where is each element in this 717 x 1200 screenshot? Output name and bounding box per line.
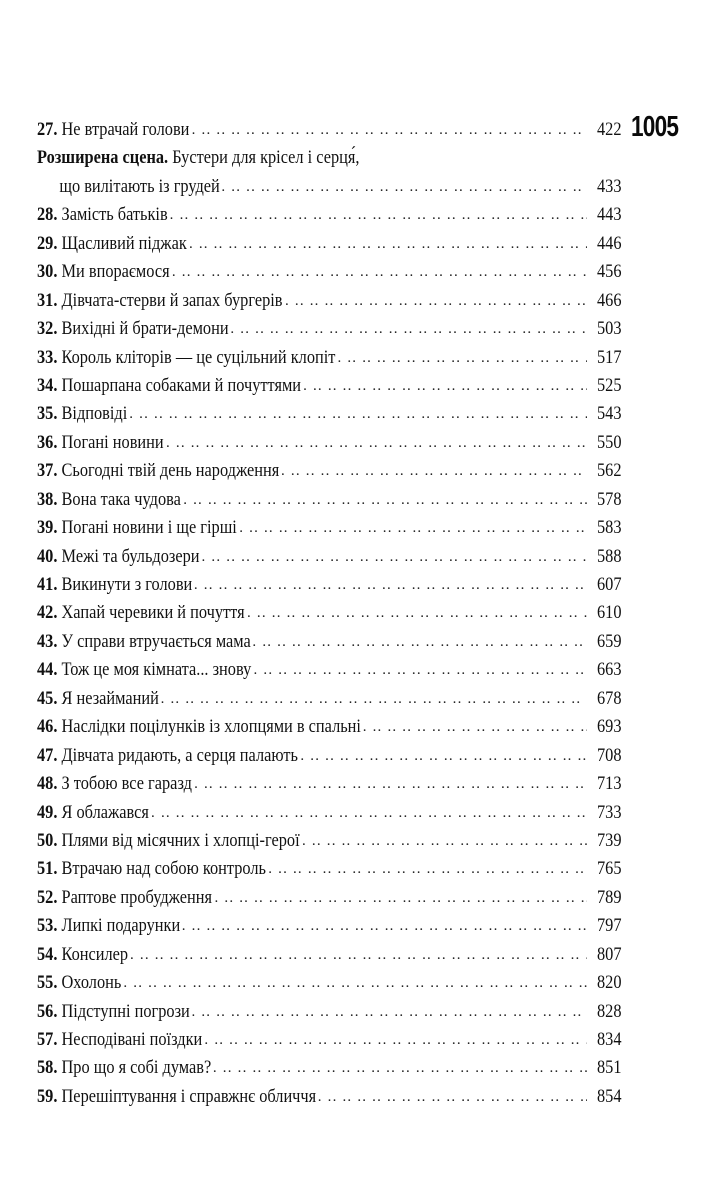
page-ref: 797 [596,915,621,937]
toc-entry[interactable] [37,742,621,770]
dot-leader [247,599,587,627]
chapter-number: 50. [37,829,58,851]
dot-leader [337,344,586,372]
chapter-title: Вихідні й брати-демони [57,318,229,340]
page-ref: 834 [596,1029,621,1050]
dot-leader [191,998,586,1026]
dot-leader [130,941,586,969]
toc-entry[interactable] [37,912,621,940]
toc-entry[interactable] [37,770,621,798]
chapter-number: 34. [37,374,58,396]
dot-leader [194,571,587,599]
chapter-number: 31. [37,289,58,311]
chapter-title: Замість батьків [57,204,168,226]
page-ref: 433 [596,175,621,197]
toc-entry[interactable] [37,1026,621,1054]
toc-entry[interactable] [37,400,621,428]
chapter-number: 57. [37,1029,58,1050]
page-ref: 828 [596,1000,621,1022]
toc-entry-label [37,599,245,627]
toc-entry[interactable] [37,344,621,372]
dot-leader [252,628,586,656]
dot-leader [166,429,587,457]
chapter-title: Я облажався [57,801,149,823]
toc-entry[interactable] [37,571,621,599]
toc-entry-label [37,799,149,827]
dot-leader [194,770,586,798]
dot-leader [281,457,586,485]
chapter-title: Охолонь [57,972,122,994]
toc-entry-label [37,344,335,372]
toc-entry-label [37,287,283,315]
toc-entry-label [37,827,300,855]
toc-entry[interactable] [37,941,621,969]
toc-entry-special-line1[interactable] [37,144,621,172]
toc-entry[interactable] [37,486,621,514]
page-ref: 807 [596,943,621,965]
chapter-title: Викинути з голови [57,574,193,595]
dot-leader [172,258,587,286]
chapter-number: 39. [37,517,58,539]
special-scene-title-part1: Бустери для крісел і серця́, [168,147,360,169]
page-ref: 443 [596,204,621,226]
toc-entry-label [37,486,181,514]
toc-entry-label [37,230,187,258]
chapter-title: Король кліторів — це суцільний клопіт [57,346,336,368]
chapter-title: Раптове пробудження [57,886,212,908]
toc-entry-label [37,941,128,969]
dot-leader [303,372,586,400]
dot-leader [363,713,587,741]
chapter-number: 33. [37,346,58,368]
chapter-title: У справи втручається мама [57,630,251,652]
toc-entry-label [37,1054,211,1082]
page-ref: 550 [596,431,621,453]
chapter-title: З тобою все гаразд [57,773,192,795]
dot-leader [285,287,587,315]
toc-entry-label [37,969,121,997]
chapter-number: 56. [37,1000,58,1022]
chapter-number: 38. [37,488,58,510]
chapter-number: 28. [37,204,58,226]
page-ref: 693 [596,716,621,738]
page-ref: 517 [596,346,621,368]
chapter-number: 58. [37,1057,58,1079]
page-ref: 739 [596,829,621,851]
toc-entry-label [37,656,251,684]
dot-leader [202,543,587,571]
dot-leader [300,742,586,770]
chapter-title: Тож це моя кімната... знову [57,659,252,681]
chapter-number: 27. [37,119,58,140]
dot-leader [214,884,586,912]
page-ref: 854 [596,1085,621,1107]
chapter-title: Сьогодні твій день народження [57,460,280,482]
dot-leader [129,400,586,428]
chapter-title: Наслідки поцілунків із хлопцями в спальні [57,716,361,738]
chapter-number: 36. [37,431,58,453]
dot-leader [204,1026,586,1054]
table-of-contents [37,116,621,1111]
chapter-number: 44. [37,659,58,681]
chapter-title: Дівчата ридають, а серця палають [57,744,298,766]
toc-entry[interactable] [37,855,621,883]
chapter-number: 45. [37,687,58,709]
chapter-title: Не втрачай голови [57,119,190,140]
chapter-title: Несподівані поїздки [57,1029,203,1050]
toc-entry[interactable] [37,884,621,912]
chapter-title: Липкі подарунки [57,915,181,937]
dot-leader [182,912,587,940]
chapter-number: 37. [37,460,58,482]
dot-leader [254,656,587,684]
toc-entry[interactable] [37,457,621,485]
toc-entry-label [37,429,164,457]
special-scene-lead: Розширена сцена. [37,147,169,169]
dot-leader [302,827,587,855]
toc-entry[interactable] [37,429,621,457]
chapter-number: 46. [37,716,58,738]
chapter-number: 40. [37,545,58,567]
chapter-number: 55. [37,972,58,994]
toc-entry[interactable] [37,116,621,144]
toc-entry-label [37,400,127,428]
page-ref: 543 [596,403,621,425]
toc-entry-label [37,912,180,940]
page-ref: 765 [596,858,621,880]
chapter-number: 52. [37,886,58,908]
chapter-number: 49. [37,801,58,823]
chapter-title: Ми впораємося [57,261,170,283]
toc-entry-label [37,144,360,172]
chapter-title: Плями від місячних і хлопці-герої [57,829,300,851]
toc-entry[interactable] [37,201,621,229]
chapter-title: Межі та бульдозери [57,545,200,567]
chapter-title: Втрачаю над собою контроль [57,858,266,880]
page-ref: 562 [596,460,621,482]
dot-leader [239,514,586,542]
page-ref: 578 [596,488,621,510]
toc-entry[interactable] [37,1054,621,1082]
page-ref: 525 [596,374,621,396]
page-ref: 588 [596,545,621,567]
toc-entry-label [37,685,159,713]
page-ref: 607 [596,574,621,595]
toc-entry-label [37,372,301,400]
page-ref: 713 [596,773,621,795]
page-ref: 610 [596,602,621,624]
page-ref: 663 [596,659,621,681]
toc-entry[interactable] [37,230,621,258]
page-ref: 422 [596,119,621,140]
page-ref: 466 [596,289,621,311]
toc-entry-label [37,457,279,485]
chapter-number: 35. [37,403,58,425]
dot-leader [189,230,587,258]
dot-leader [123,969,586,997]
toc-entry-label [37,742,298,770]
chapter-title: Пошарпана собаками й почуттями [57,374,302,396]
chapter-number: 32. [37,318,58,340]
page-ref: 789 [596,886,621,908]
dot-leader [170,201,587,229]
toc-entry-label [37,315,229,343]
chapter-title: Погані новини і ще гірші [57,517,237,539]
toc-entry-label [37,571,192,599]
toc-entry-label [37,514,237,542]
chapter-title: Консилер [57,943,129,965]
page-ref: 708 [596,744,621,766]
chapter-title: Підступні погрози [57,1000,190,1022]
chapter-number: 51. [37,858,58,880]
toc-entry[interactable] [37,827,621,855]
toc-entry[interactable] [37,1083,621,1111]
toc-entry[interactable] [37,628,621,656]
chapter-number: 47. [37,744,58,766]
toc-entry-label [37,855,266,883]
toc-entry-label [37,884,212,912]
toc-entries [37,201,621,1111]
toc-entry-label [37,116,189,144]
dot-leader [192,116,587,144]
toc-entry[interactable] [37,258,621,286]
chapter-title: Погані новини [57,431,164,453]
dot-leader [318,1083,587,1111]
page-ref: 678 [596,687,621,709]
dot-leader [230,315,586,343]
dot-leader [151,799,586,827]
dot-leader [268,855,586,883]
page-ref: 851 [596,1057,621,1079]
toc-entry-label [37,1083,316,1111]
chapter-number: 59. [37,1085,58,1107]
toc-entry[interactable] [37,656,621,684]
toc-entry[interactable] [37,685,621,713]
chapter-number: 48. [37,773,58,795]
page-ref: 446 [596,232,621,254]
toc-entry[interactable] [37,713,621,741]
toc-entry[interactable] [37,543,621,571]
chapter-title: Щасливий піджак [57,232,187,254]
chapter-title: Про що я собі думав? [57,1057,212,1079]
chapter-title: Я незайманий [57,687,159,709]
chapter-number: 54. [37,943,58,965]
toc-entry-label [37,770,192,798]
dot-leader [161,685,587,713]
toc-entry[interactable] [37,969,621,997]
chapter-title: Вона така чудова [57,488,181,510]
toc-entry-label [37,1026,202,1054]
page-ref: 456 [596,261,621,283]
page-ref: 503 [596,318,621,340]
toc-entry[interactable] [37,799,621,827]
toc-entry-label [37,258,170,286]
page-number: 1005 [631,111,679,143]
page-ref: 733 [596,801,621,823]
page-ref: 583 [596,517,621,539]
dot-leader [221,173,586,201]
toc-entry-label [37,173,220,201]
dot-leader [183,486,586,514]
chapter-number: 53. [37,915,58,937]
toc-entry-label [37,201,168,229]
toc-entry-special-line2[interactable] [37,173,621,201]
chapter-title: Відповіді [57,403,128,425]
toc-entry-label [37,713,361,741]
toc-entry-label [37,998,190,1026]
toc-entry-label [37,628,251,656]
chapter-number: 42. [37,602,58,624]
toc-entry[interactable] [37,998,621,1026]
chapter-number: 29. [37,232,58,254]
toc-entry[interactable] [37,287,621,315]
toc-entry[interactable] [37,372,621,400]
chapter-title: Хапай черевики й почуття [57,602,245,624]
toc-entry[interactable] [37,514,621,542]
chapter-number: 30. [37,261,58,283]
chapter-title: Дівчата-стерви й запах бургерів [57,289,283,311]
toc-entry[interactable] [37,599,621,627]
toc-entry[interactable] [37,315,621,343]
chapter-number: 41. [37,574,58,595]
page-ref: 820 [596,972,621,994]
special-scene-title-part2: що вилітають із грудей [59,175,220,197]
dot-leader [213,1054,587,1082]
toc-entry-label [37,543,200,571]
chapter-number: 43. [37,630,58,652]
page-ref: 659 [596,630,621,652]
chapter-title: Перешіптування і справжнє обличчя [57,1085,317,1107]
